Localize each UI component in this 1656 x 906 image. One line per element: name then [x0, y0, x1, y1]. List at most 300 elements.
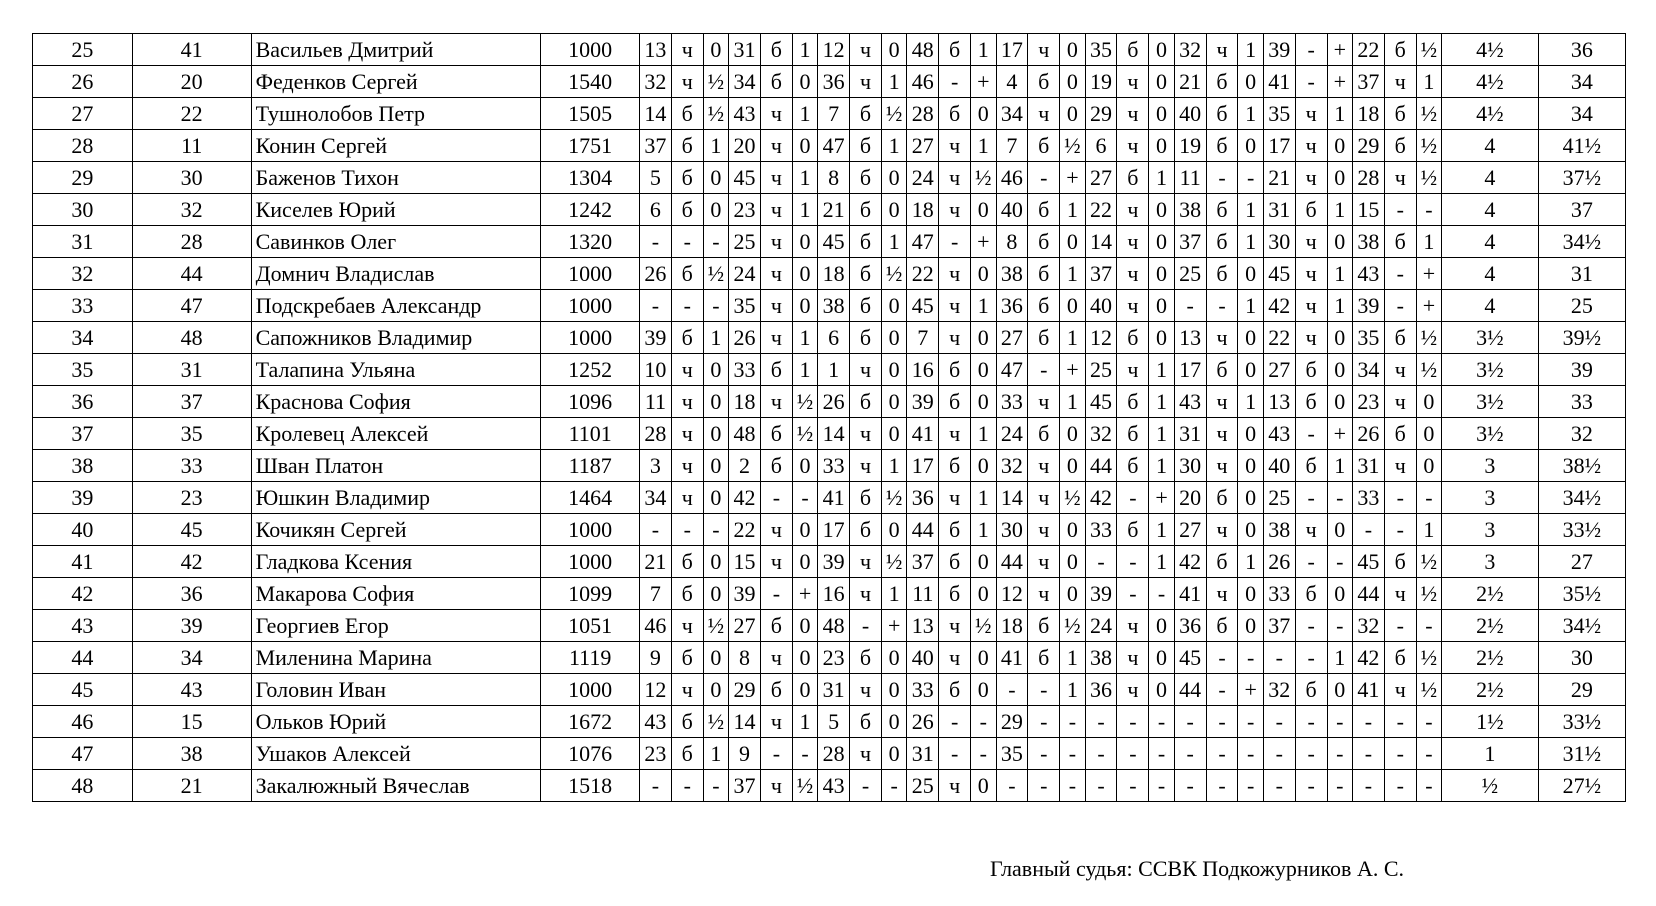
opponent-cell: 39 — [1353, 290, 1385, 322]
opponent-cell: 33 — [907, 674, 939, 706]
color-cell: ч — [760, 642, 792, 674]
color-cell: ч — [1028, 450, 1060, 482]
opponent-cell: 42 — [1353, 642, 1385, 674]
table-row — [33, 290, 1626, 322]
seed-cell: 42 — [132, 546, 251, 578]
opponent-cell: 44 — [1353, 578, 1385, 610]
result-cell: 0 — [881, 194, 906, 226]
result-cell: - — [1327, 770, 1352, 802]
result-cell: 1 — [1238, 34, 1263, 66]
color-cell: б — [850, 98, 882, 130]
color-cell: - — [1384, 514, 1416, 546]
opponent-cell: 26 — [818, 386, 850, 418]
opponent-cell: 44 — [1085, 450, 1117, 482]
opponent-cell: 15 — [729, 546, 761, 578]
tiebreak-cell: 37 — [1538, 194, 1625, 226]
rating-cell: 1320 — [541, 226, 640, 258]
color-cell: ч — [1028, 546, 1060, 578]
result-cell: 0 — [1060, 578, 1085, 610]
opponent-cell: 47 — [996, 354, 1028, 386]
result-cell: - — [1327, 610, 1352, 642]
result-cell: ½ — [971, 610, 996, 642]
color-cell: - — [760, 578, 792, 610]
opponent-cell: 17 — [1263, 130, 1295, 162]
color-cell: б — [760, 450, 792, 482]
color-cell: ч — [671, 34, 703, 66]
opponent-cell: 42 — [1174, 546, 1206, 578]
seed-cell: 31 — [132, 354, 251, 386]
place-cell: 26 — [33, 66, 133, 98]
color-cell: ч — [671, 386, 703, 418]
seed-cell: 32 — [132, 194, 251, 226]
points-cell: 3½ — [1442, 386, 1539, 418]
opponent-cell: - — [1174, 290, 1206, 322]
result-cell: + — [1416, 290, 1441, 322]
opponent-cell: 34 — [996, 98, 1028, 130]
result-cell: 0 — [881, 354, 906, 386]
color-cell: б — [671, 706, 703, 738]
result-cell: ½ — [1416, 354, 1441, 386]
result-cell: 0 — [881, 418, 906, 450]
tiebreak-cell: 34 — [1538, 98, 1625, 130]
opponent-cell: 45 — [1353, 546, 1385, 578]
result-cell: ½ — [792, 418, 817, 450]
color-cell: ч — [760, 514, 792, 546]
rating-cell: 1099 — [541, 578, 640, 610]
color-cell: ч — [1117, 354, 1149, 386]
color-cell: ч — [1295, 290, 1327, 322]
result-cell: 0 — [792, 66, 817, 98]
result-cell: 0 — [1149, 290, 1174, 322]
color-cell: б — [939, 514, 971, 546]
place-cell: 31 — [33, 226, 133, 258]
opponent-cell: - — [1085, 546, 1117, 578]
color-cell: ч — [939, 482, 971, 514]
result-cell: 0 — [703, 578, 728, 610]
color-cell: б — [760, 418, 792, 450]
color-cell: ч — [671, 418, 703, 450]
color-cell: б — [1206, 130, 1238, 162]
result-cell: + — [1060, 162, 1085, 194]
opponent-cell: 41 — [996, 642, 1028, 674]
color-cell: б — [671, 642, 703, 674]
opponent-cell: 36 — [996, 290, 1028, 322]
seed-cell: 23 — [132, 482, 251, 514]
color-cell: б — [850, 290, 882, 322]
table-row — [33, 706, 1626, 738]
opponent-cell: 25 — [1263, 482, 1295, 514]
rating-cell: 1000 — [541, 322, 640, 354]
seed-cell: 21 — [132, 770, 251, 802]
opponent-cell: 28 — [1353, 162, 1385, 194]
player-name-cell: Макарова София — [251, 578, 541, 610]
result-cell: 0 — [1327, 130, 1352, 162]
table-row — [33, 418, 1626, 450]
color-cell: ч — [1206, 322, 1238, 354]
result-cell: 0 — [1060, 226, 1085, 258]
opponent-cell: 11 — [1174, 162, 1206, 194]
color-cell: б — [850, 322, 882, 354]
opponent-cell: 37 — [1085, 258, 1117, 290]
table-row — [33, 514, 1626, 546]
points-cell: 3½ — [1442, 418, 1539, 450]
color-cell: б — [1206, 546, 1238, 578]
opponent-cell: 39 — [1263, 34, 1295, 66]
tiebreak-cell: 37½ — [1538, 162, 1625, 194]
result-cell: - — [971, 738, 996, 770]
result-cell: 0 — [971, 578, 996, 610]
result-cell: 0 — [1327, 226, 1352, 258]
opponent-cell: - — [1085, 770, 1117, 802]
opponent-cell: 37 — [1263, 610, 1295, 642]
result-cell: ½ — [1416, 162, 1441, 194]
color-cell: б — [850, 130, 882, 162]
opponent-cell: 34 — [640, 482, 672, 514]
color-cell: б — [671, 194, 703, 226]
result-cell: ½ — [1060, 610, 1085, 642]
opponent-cell: 7 — [818, 98, 850, 130]
color-cell: ч — [760, 770, 792, 802]
chief-judge-signature: Главный судья: ССВК Подкожурников А. С. — [990, 856, 1405, 881]
points-cell: 4 — [1442, 162, 1539, 194]
standings-table — [32, 33, 1626, 802]
color-cell: ч — [1206, 578, 1238, 610]
color-cell: б — [1295, 674, 1327, 706]
color-cell: ч — [1206, 386, 1238, 418]
seed-cell: 48 — [132, 322, 251, 354]
result-cell: - — [1149, 738, 1174, 770]
rating-cell: 1000 — [541, 546, 640, 578]
opponent-cell: 30 — [1263, 226, 1295, 258]
color-cell: б — [1384, 546, 1416, 578]
opponent-cell: 43 — [729, 98, 761, 130]
opponent-cell: 14 — [818, 418, 850, 450]
result-cell: 0 — [1327, 386, 1352, 418]
opponent-cell: 7 — [640, 578, 672, 610]
opponent-cell: 17 — [996, 34, 1028, 66]
color-cell: б — [1028, 194, 1060, 226]
place-cell: 32 — [33, 258, 133, 290]
color-cell: - — [1117, 482, 1149, 514]
result-cell: 1 — [1327, 290, 1352, 322]
place-cell: 40 — [33, 514, 133, 546]
result-cell: 0 — [703, 674, 728, 706]
color-cell: ч — [850, 738, 882, 770]
opponent-cell: 37 — [729, 770, 761, 802]
opponent-cell: 17 — [818, 514, 850, 546]
opponent-cell: - — [1174, 770, 1206, 802]
rating-cell: 1101 — [541, 418, 640, 450]
place-cell: 29 — [33, 162, 133, 194]
result-cell: 1 — [881, 66, 906, 98]
result-cell: - — [1060, 738, 1085, 770]
opponent-cell: 18 — [729, 386, 761, 418]
result-cell: ½ — [881, 546, 906, 578]
points-cell: 4 — [1442, 258, 1539, 290]
result-cell: 0 — [1060, 546, 1085, 578]
result-cell: ½ — [881, 258, 906, 290]
color-cell: - — [1384, 194, 1416, 226]
color-cell: ч — [671, 354, 703, 386]
points-cell: 4 — [1442, 194, 1539, 226]
seed-cell: 36 — [132, 578, 251, 610]
seed-cell: 47 — [132, 290, 251, 322]
color-cell: б — [1295, 450, 1327, 482]
color-cell: ч — [1206, 418, 1238, 450]
opponent-cell: 15 — [1353, 194, 1385, 226]
points-cell: 1 — [1442, 738, 1539, 770]
player-name-cell: Георгиев Егор — [251, 610, 541, 642]
color-cell: б — [1384, 418, 1416, 450]
opponent-cell: 48 — [907, 34, 939, 66]
rating-cell: 1505 — [541, 98, 640, 130]
result-cell: 0 — [971, 546, 996, 578]
color-cell: б — [850, 194, 882, 226]
color-cell: б — [671, 258, 703, 290]
result-cell: 0 — [971, 642, 996, 674]
color-cell: ч — [1117, 642, 1149, 674]
result-cell: 1 — [792, 34, 817, 66]
opponent-cell: 9 — [640, 642, 672, 674]
color-cell: ч — [1028, 98, 1060, 130]
opponent-cell: 28 — [907, 98, 939, 130]
opponent-cell: 35 — [1353, 322, 1385, 354]
result-cell: 1 — [881, 578, 906, 610]
color-cell: - — [1028, 162, 1060, 194]
result-cell: 1 — [1238, 98, 1263, 130]
result-cell: - — [1416, 482, 1441, 514]
result-cell: + — [1416, 258, 1441, 290]
color-cell: ч — [671, 450, 703, 482]
color-cell: ч — [1206, 514, 1238, 546]
result-cell: - — [1060, 706, 1085, 738]
tiebreak-cell: 29 — [1538, 674, 1625, 706]
rating-cell: 1304 — [541, 162, 640, 194]
result-cell: 0 — [1238, 610, 1263, 642]
opponent-cell: 45 — [1174, 642, 1206, 674]
color-cell: б — [1028, 610, 1060, 642]
opponent-cell: 23 — [818, 642, 850, 674]
color-cell: б — [671, 130, 703, 162]
opponent-cell: 14 — [729, 706, 761, 738]
result-cell: - — [1238, 642, 1263, 674]
opponent-cell: 42 — [1085, 482, 1117, 514]
opponent-cell: - — [640, 514, 672, 546]
color-cell: ч — [1384, 674, 1416, 706]
color-cell: ч — [1028, 578, 1060, 610]
color-cell: б — [1295, 578, 1327, 610]
opponent-cell: 27 — [1085, 162, 1117, 194]
opponent-cell: 33 — [1353, 482, 1385, 514]
opponent-cell: 31 — [729, 34, 761, 66]
rating-cell: 1119 — [541, 642, 640, 674]
table-row — [33, 66, 1626, 98]
table-row — [33, 34, 1626, 66]
opponent-cell: 27 — [1174, 514, 1206, 546]
result-cell: 0 — [1327, 354, 1352, 386]
result-cell: - — [1238, 770, 1263, 802]
color-cell: ч — [760, 258, 792, 290]
opponent-cell: 13 — [640, 34, 672, 66]
color-cell: б — [1384, 642, 1416, 674]
opponent-cell: 26 — [907, 706, 939, 738]
opponent-cell: 34 — [1353, 354, 1385, 386]
opponent-cell: 47 — [907, 226, 939, 258]
color-cell: - — [939, 226, 971, 258]
color-cell: - — [1117, 770, 1149, 802]
color-cell: ч — [850, 418, 882, 450]
color-cell: ч — [1117, 610, 1149, 642]
color-cell: б — [671, 546, 703, 578]
opponent-cell: 43 — [1174, 386, 1206, 418]
result-cell: 1 — [971, 130, 996, 162]
opponent-cell: 25 — [1174, 258, 1206, 290]
result-cell: 1 — [1060, 642, 1085, 674]
opponent-cell: 25 — [729, 226, 761, 258]
opponent-cell: 37 — [1174, 226, 1206, 258]
color-cell: б — [1206, 610, 1238, 642]
result-cell: 0 — [792, 450, 817, 482]
result-cell: 1 — [1149, 546, 1174, 578]
table-row — [33, 482, 1626, 514]
opponent-cell: 26 — [1353, 418, 1385, 450]
opponent-cell: 41 — [1353, 674, 1385, 706]
opponent-cell: 35 — [729, 290, 761, 322]
color-cell: б — [760, 610, 792, 642]
color-cell: б — [1295, 354, 1327, 386]
seed-cell: 15 — [132, 706, 251, 738]
result-cell: 0 — [1327, 162, 1352, 194]
result-cell: 0 — [881, 322, 906, 354]
player-name-cell: Талапина Ульяна — [251, 354, 541, 386]
player-name-cell: Кролевец Алексей — [251, 418, 541, 450]
table-row — [33, 162, 1626, 194]
rating-cell: 1051 — [541, 610, 640, 642]
color-cell: - — [850, 610, 882, 642]
color-cell: ч — [1384, 578, 1416, 610]
opponent-cell: 32 — [1085, 418, 1117, 450]
opponent-cell: - — [1174, 706, 1206, 738]
player-name-cell: Головин Иван — [251, 674, 541, 706]
color-cell: б — [1028, 322, 1060, 354]
color-cell: - — [1028, 354, 1060, 386]
opponent-cell: 18 — [818, 258, 850, 290]
result-cell: 0 — [703, 642, 728, 674]
opponent-cell: 8 — [818, 162, 850, 194]
result-cell: 0 — [1238, 418, 1263, 450]
color-cell: - — [1028, 770, 1060, 802]
seed-cell: 45 — [132, 514, 251, 546]
result-cell: 1 — [1149, 354, 1174, 386]
opponent-cell: 22 — [907, 258, 939, 290]
opponent-cell: 46 — [996, 162, 1028, 194]
color-cell: ч — [850, 578, 882, 610]
table-row — [33, 674, 1626, 706]
rating-cell: 1076 — [541, 738, 640, 770]
player-name-cell: Подскребаев Александр — [251, 290, 541, 322]
result-cell: ½ — [1416, 322, 1441, 354]
color-cell: ч — [1295, 98, 1327, 130]
color-cell: б — [850, 386, 882, 418]
table-row — [33, 258, 1626, 290]
result-cell: + — [1327, 66, 1352, 98]
color-cell: - — [671, 514, 703, 546]
opponent-cell: 33 — [818, 450, 850, 482]
result-cell: 0 — [971, 258, 996, 290]
result-cell: 0 — [1327, 578, 1352, 610]
result-cell: 0 — [792, 642, 817, 674]
place-cell: 28 — [33, 130, 133, 162]
color-cell: ч — [1117, 674, 1149, 706]
color-cell: б — [850, 226, 882, 258]
color-cell: ч — [760, 226, 792, 258]
player-name-cell: Шван Платон — [251, 450, 541, 482]
result-cell: - — [703, 226, 728, 258]
place-cell: 27 — [33, 98, 133, 130]
standings-body — [33, 34, 1626, 802]
color-cell: б — [850, 482, 882, 514]
opponent-cell: 19 — [1174, 130, 1206, 162]
rating-cell: 1000 — [541, 290, 640, 322]
result-cell: 1 — [971, 418, 996, 450]
opponent-cell: - — [1263, 706, 1295, 738]
result-cell: 1 — [971, 290, 996, 322]
opponent-cell: 39 — [907, 386, 939, 418]
result-cell: 0 — [1149, 98, 1174, 130]
result-cell: - — [1327, 738, 1352, 770]
color-cell: б — [850, 514, 882, 546]
place-cell: 43 — [33, 610, 133, 642]
opponent-cell: 12 — [996, 578, 1028, 610]
opponent-cell: 32 — [996, 450, 1028, 482]
result-cell: 0 — [1060, 34, 1085, 66]
result-cell: 0 — [881, 162, 906, 194]
result-cell: + — [792, 578, 817, 610]
rating-cell: 1000 — [541, 514, 640, 546]
opponent-cell: 46 — [640, 610, 672, 642]
opponent-cell: 43 — [1263, 418, 1295, 450]
color-cell: ч — [760, 706, 792, 738]
opponent-cell: 8 — [996, 226, 1028, 258]
opponent-cell: 12 — [1085, 322, 1117, 354]
result-cell: 1 — [971, 514, 996, 546]
opponent-cell: 16 — [907, 354, 939, 386]
result-cell: 0 — [1149, 610, 1174, 642]
result-cell: + — [1149, 482, 1174, 514]
points-cell: 3½ — [1442, 354, 1539, 386]
result-cell: 0 — [792, 674, 817, 706]
color-cell: б — [1117, 386, 1149, 418]
opponent-cell: 14 — [640, 98, 672, 130]
opponent-cell: 11 — [907, 578, 939, 610]
opponent-cell: 24 — [996, 418, 1028, 450]
tiebreak-cell: 27 — [1538, 546, 1625, 578]
opponent-cell: 22 — [729, 514, 761, 546]
color-cell: ч — [1117, 66, 1149, 98]
result-cell: ½ — [703, 610, 728, 642]
table-row — [33, 450, 1626, 482]
table-row — [33, 770, 1626, 802]
result-cell: - — [1149, 578, 1174, 610]
result-cell: 0 — [1238, 258, 1263, 290]
opponent-cell: 33 — [1085, 514, 1117, 546]
result-cell: - — [1149, 770, 1174, 802]
opponent-cell: 33 — [996, 386, 1028, 418]
result-cell: 0 — [1327, 322, 1352, 354]
color-cell: - — [1117, 546, 1149, 578]
result-cell: 0 — [1149, 194, 1174, 226]
result-cell: 0 — [792, 258, 817, 290]
